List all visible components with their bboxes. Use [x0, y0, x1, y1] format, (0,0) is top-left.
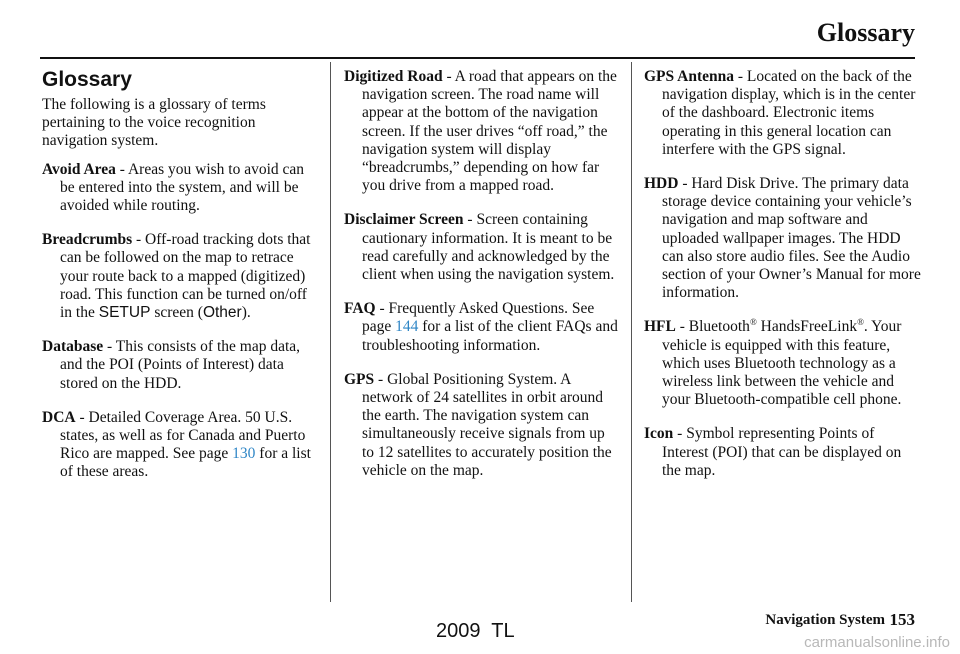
definition-gps: - Global Positioning System. A network of 24 satellites in orbit around the earth. The navigation system can simultaneously receive signals from up to 12 satellites to accurately position the vehicle on the map.: [362, 370, 612, 479]
section-heading: Glossary: [42, 68, 132, 91]
definition-icon: - Symbol representing Points of Interest (POI) that can be displayed on the map.: [662, 425, 902, 479]
term-hfl: HFL: [644, 318, 676, 336]
glossary-entry-icon: [644, 425, 922, 480]
term-digitized-road: Digitized Road: [344, 68, 443, 85]
page-header-title: Glossary: [816, 18, 915, 47]
definition-breadcrumbs: - Off-road tracking dots that can be followed on the map to retrace your route back to a mapped (digitized) road. This function can be turned on/off in the: [60, 231, 311, 322]
glossary-entry-gps-antenna: [644, 68, 922, 159]
glossary-entry-gps: [344, 371, 620, 480]
term-gps: GPS: [344, 370, 375, 388]
definition-breadcrumbs-end: ).: [241, 304, 251, 322]
footer-model-label: 2009 TL: [436, 620, 515, 642]
definition-gps-antenna: - Located on the back of the navigation display, which is in the center of the dashboard. Electronic items operating in this general location can interfere with the GPS signal.: [662, 68, 916, 158]
glossary-entry-hdd: [644, 175, 922, 302]
glossary-entry-digitized-road: [344, 68, 620, 195]
glossary-entry-avoid-area: [42, 161, 318, 216]
term-disclaimer-screen: Disclaimer Screen: [344, 211, 464, 229]
term-icon: Icon: [644, 425, 674, 443]
page-link-130[interactable]: 130: [232, 445, 256, 463]
definition-disclaimer-screen: - Screen containing cautionary information. It is meant to be read carefully and acknowledged by the client when using the navigation system.: [362, 211, 615, 284]
term-hdd: HDD: [644, 175, 679, 193]
glossary-entry-dca: [42, 409, 318, 482]
glossary-entry-disclaimer-screen: [344, 211, 620, 284]
column-2: [344, 68, 620, 496]
definition-breadcrumbs-cont: screen (: [150, 304, 203, 322]
glossary-entry-breadcrumbs: [42, 231, 318, 322]
term-database: Database: [42, 338, 104, 356]
term-faq: FAQ: [344, 300, 376, 318]
other-menu-name: Other: [202, 304, 242, 322]
footer-section-name: Navigation System: [765, 612, 885, 628]
definition-hfl-cont: HandsFreeLink: [756, 318, 858, 336]
column-divider-left: [330, 62, 331, 602]
definition-digitized-road: - A road that appears on the navigation screen. The road name will appear at the bottom of the navigation screen. If the user drives “off road,” the navigation system will display “breadcrumbs,” depending on how far you drive from a mapped road.: [362, 68, 617, 195]
definition-avoid-area: - Areas you wish to avoid can be entered into the system, and will be avoided while routing.: [60, 160, 305, 215]
setup-screen-name: SETUP: [98, 304, 151, 322]
definition-hfl-end: . Your vehicle is equipped with this feature, which uses Bluetooth technology as a wireless link between the vehicle and your Bluetooth-compatible cell phone.: [662, 318, 902, 409]
intro-paragraph: The following is a glossary of terms pertaining to the voice recognition navigation system.: [42, 96, 266, 150]
header-rule: [40, 57, 915, 59]
definition-hdd: - Hard Disk Drive. The primary data storage device containing your vehicle’s navigation and map software and uploaded wallpaper images. The HDD can also store audio files. See the Audio section of your Owner’s Manual for more information.: [662, 175, 921, 302]
footer-page-number: 153: [889, 610, 915, 629]
definition-dca: - Detailed Coverage Area. 50 U.S. states, as well as for Canada and Puerto Rico are mapped. See page: [60, 408, 306, 463]
definition-dca-end: for a list of these areas.: [60, 445, 311, 481]
term-gps-antenna: GPS Antenna: [644, 68, 735, 85]
glossary-entry-faq: [344, 300, 620, 355]
registered-mark: ®: [749, 317, 757, 328]
glossary-entry-database: [42, 338, 318, 393]
registered-mark: ®: [857, 317, 864, 328]
term-breadcrumbs: Breadcrumbs: [42, 231, 133, 249]
term-avoid-area: Avoid Area: [42, 160, 116, 178]
definition-hfl: - Bluetooth: [675, 318, 750, 336]
column-1: [42, 68, 318, 498]
definition-faq-end: for a list of the client FAQs and troubleshooting information.: [362, 318, 618, 354]
term-dca: DCA: [42, 408, 76, 426]
definition-database: - This consists of the map data, and the POI (Points of Interest) data stored on the HDD.: [60, 338, 301, 392]
page-link-144[interactable]: 144: [395, 318, 419, 336]
glossary-entry-hfl: [644, 318, 922, 409]
column-divider-right: [631, 62, 632, 602]
column-3: [644, 68, 922, 496]
definition-faq: - Frequently Asked Questions. See page: [362, 300, 595, 336]
watermark: carmanualsonline.info: [804, 634, 950, 651]
